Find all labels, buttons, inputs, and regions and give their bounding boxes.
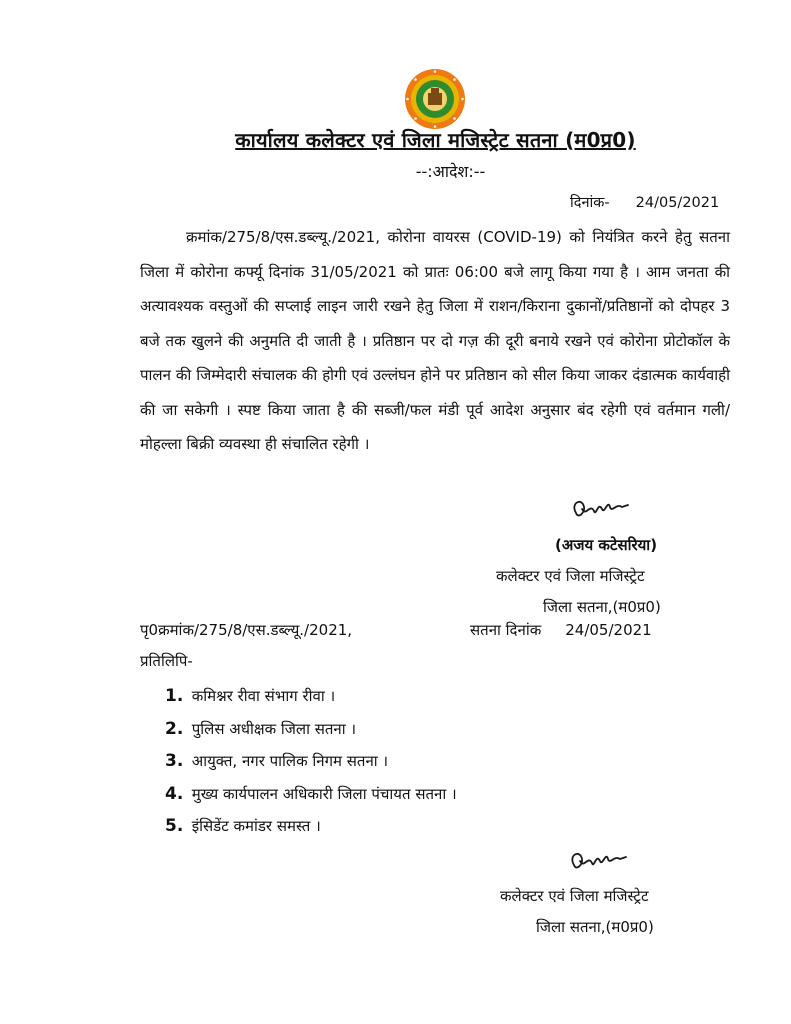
list-item xyxy=(165,680,457,713)
list-item-number: 3. xyxy=(165,751,184,771)
list-item-text: कमिश्नर रीवा संभाग रीवा । xyxy=(191,687,336,705)
endorsement-ref-no: पृ0क्रमांक/275/8/एस.डब्ल्यू./2021, xyxy=(140,621,353,639)
footer-signatory-place: जिला सतना,(म0प्र0) xyxy=(536,918,654,936)
signature-mark xyxy=(568,493,632,529)
list-item xyxy=(165,745,457,778)
signatory-name: (अजय कटेसरिया) xyxy=(555,536,658,554)
order-date xyxy=(570,192,719,212)
order-paragraph: क्रमांक/275/8/एस.डब्ल्यू./2021, कोरोना वायरस (COVID-19) को नियंत्रित करने हेतु सतना जिला में कोरोना कर्फ्यू दिनांक 31/05/2021 को प्रातः 06:00 बजे लागू किया गया है । आम जनता की अत्यावश्यक वस्तुओं की सप्लाई लाइन जारी रखने हेतु जिला में राशन/किराना दुकानों/प्रतिष्ठानों को दोपहर 3 बजे तक खुलने की अनुमति दी जाती है । प्रतिष्ठान पर दो गज़ की दूरी बनाये रखने एवं कोरोना प्रोटोकॉल के पालन की जिम्मेदारी संचालक की होगी एवं उल्लंघन होने पर प्रतिष्ठान को सील किया जाकर दंडात्मक कार्यवाही की जा सकेगी । स्पष्ट किया जाता है की सब्जी/फल मंडी पूर्व आदेश अनुसार बंद रहेगी एवं वर्तमान गली/मोहल्ला बिक्री व्यवस्था ही संचालित रहेगी । xyxy=(140,228,730,453)
footer-signatory-designation: कलेक्टर एवं जिला मजिस्ट्रेट xyxy=(500,887,649,905)
endorsement-line xyxy=(140,620,652,640)
signature-mark xyxy=(566,845,630,881)
order-heading: --:आदेश:-- xyxy=(415,162,486,181)
signatory-designation: कलेक्टर एवं जिला मजिस्ट्रेट xyxy=(496,567,645,585)
list-item-number: 1. xyxy=(165,686,184,706)
list-item-text: आयुक्त, नगर पालिक निगम सतना । xyxy=(191,752,389,770)
list-item xyxy=(165,713,457,746)
date-label: दिनांक- xyxy=(570,195,610,211)
list-item-text: मुख्य कार्यपालन अधिकारी जिला पंचायत सतना । xyxy=(191,784,457,803)
endorsement-place-label: सतना दिनांक xyxy=(470,621,542,639)
list-item xyxy=(165,778,457,811)
copy-to-list xyxy=(165,680,457,843)
state-emblem-icon xyxy=(404,68,466,130)
list-item-number: 4. xyxy=(165,783,184,804)
endorsement-date: 24/05/2021 xyxy=(565,621,652,639)
signatory-place: जिला सतना,(म0प्र0) xyxy=(543,598,661,616)
office-title: कार्यालय कलेक्टर एवं जिला मजिस्ट्रेट सतना (म0प्र0) xyxy=(235,128,636,152)
list-item xyxy=(165,810,457,843)
list-item-text: इंसिडेंट कमांडर समस्त । xyxy=(191,817,321,835)
list-item-number: 2. xyxy=(165,718,184,739)
list-item-number: 5. xyxy=(165,816,184,836)
copy-to-label: प्रतिलिपि- xyxy=(140,652,193,670)
order-body xyxy=(140,220,730,462)
date-value: 24/05/2021 xyxy=(635,195,720,211)
list-item-text: पुलिस अधीक्षक जिला सतना । xyxy=(191,719,357,738)
endorsement-place-date xyxy=(470,620,652,640)
